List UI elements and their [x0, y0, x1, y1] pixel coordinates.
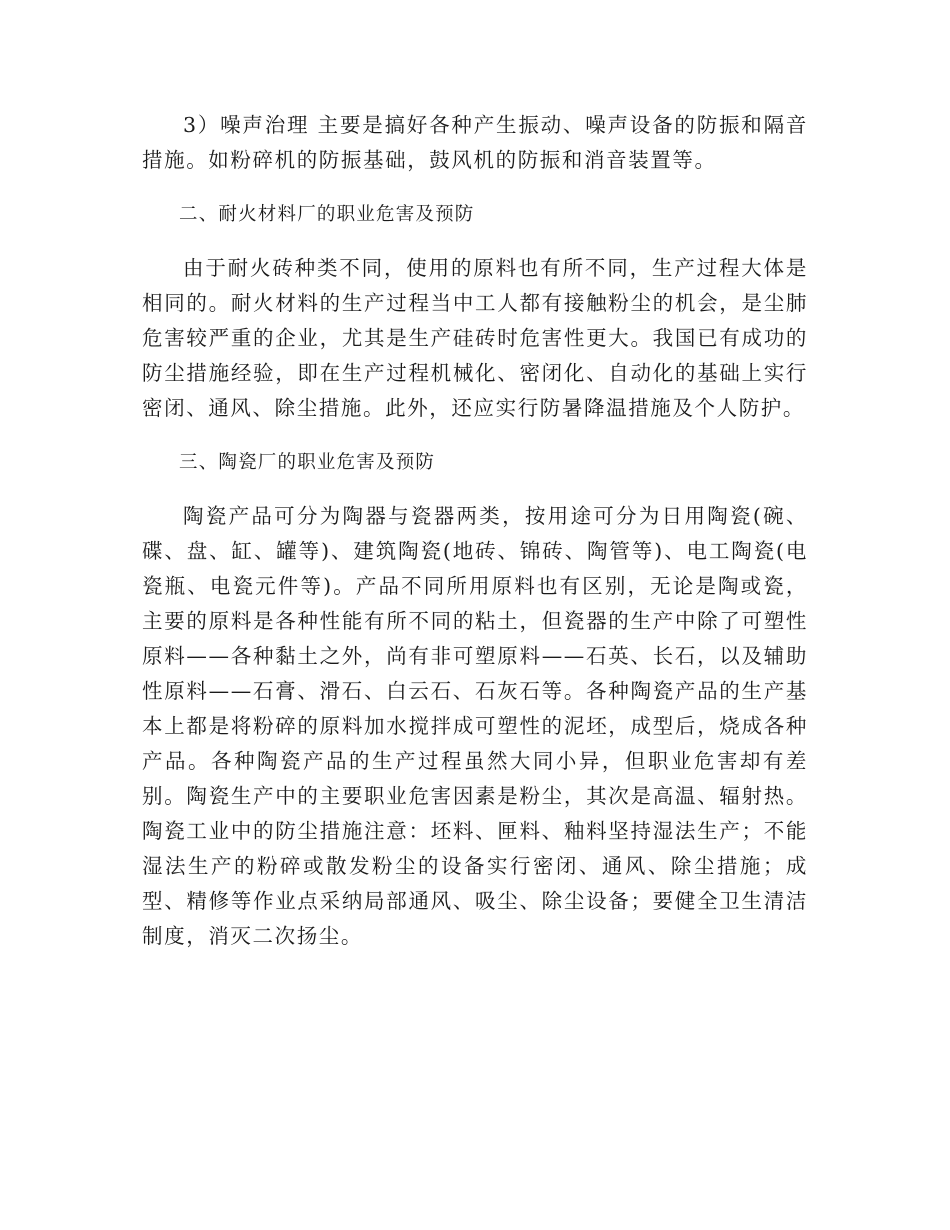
section-heading-ceramics: 三、陶瓷厂的职业危害及预防: [179, 452, 436, 473]
paragraph-refractory: 由于耐火砖种类不同，使用的原料也有所不同，生产过程大体是相同的。耐火材料的生产过程当中工人都有接触粉尘的机会，是尘肺危害较严重的企业，尤其是生产硅砖时危害性更大。我国已有成功的防尘措施经验，即在生产过程机械化、密闭化、自动化的基础上实行密闭、通风、除尘措施。此外，还应实行防暑降温措施及个人防护。: [142, 256, 808, 420]
document-body: [142, 108, 808, 973]
section-heading-refractory: 二、耐火材料厂的职业危害及预防: [179, 204, 475, 225]
paragraph-ceramics: 陶瓷产品可分为陶器与瓷器两类，按用途可分为日用陶瓷(碗、碟、盘、缸、罐等)、建筑陶瓷(地砖、锦砖、陶管等)、电工陶瓷(电瓷瓶、电瓷元件等)。产品不同所用原料也有区别，无论是陶或瓷，主要的原料是各种性能有所不同的粘土，但瓷器的生产中除了可塑性原料——各种黏土之外，尚有非可塑原料——石英、长石，以及辅助性原料——石膏、滑石、白云石、石灰石等。各种陶瓷产品的生产基本上都是将粉碎的原料加水搅拌成可塑性的泥坯，成型后，烧成各种产品。各种陶瓷产品的生产过程虽然大同小异，但职业危害却有差别。陶瓷生产中的主要职业危害因素是粉尘，其次是高温、辐射热。陶瓷工业中的防尘措施注意：坯料、匣料、釉料坚持湿法生产；不能湿法生产的粉碎或散发粉尘的设备实行密闭、通风、除尘措施；成型、精修等作业点采纳局部通风、吸尘、除尘设备；要健全卫生清洁制度，消灭二次扬尘。: [142, 504, 808, 948]
paragraph-noise-control: 3）噪声治理 主要是搞好各种产生振动、噪声设备的防振和隔音措施。如粉碎机的防振基础，鼓风机的防振和消音装置等。: [142, 113, 808, 172]
